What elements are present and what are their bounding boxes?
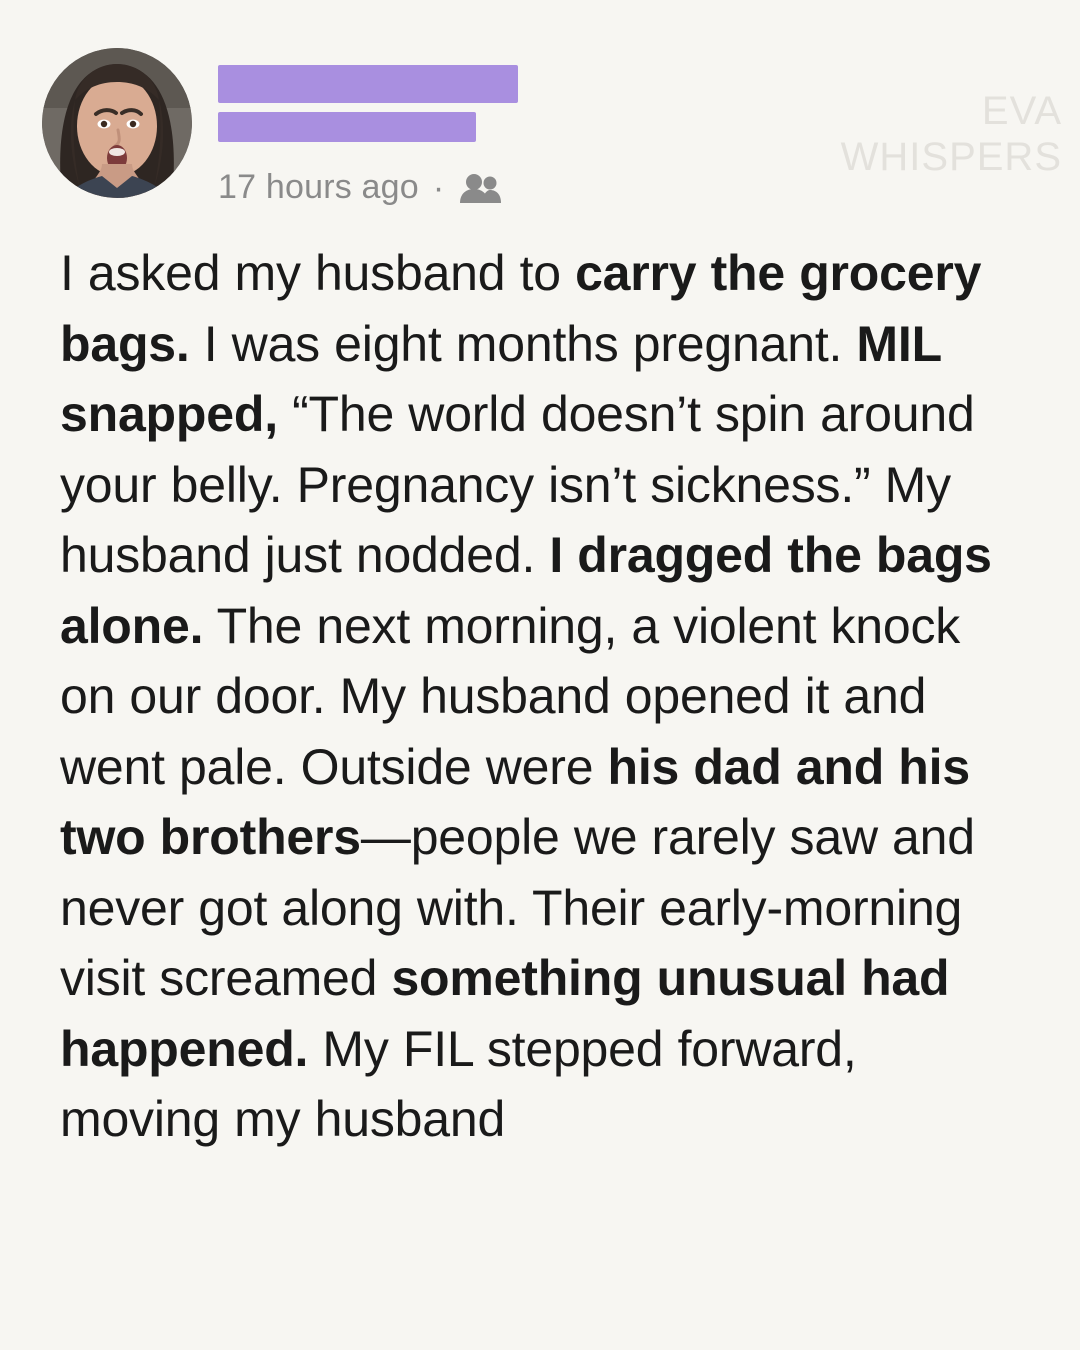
- post-body-run-bold: his dad and his two brothers: [60, 738, 970, 865]
- post-timestamp: 17 hours ago: [218, 168, 419, 206]
- post-body-run-bold: MIL snapped,: [60, 315, 942, 442]
- post-body-run-bold: something unusual had happened.: [60, 950, 950, 1077]
- post-body: [60, 238, 1020, 1155]
- post-body-run: My FIL stepped forward, moving my husband: [60, 1020, 857, 1147]
- author-name-redaction-bar-2: [218, 112, 476, 142]
- watermark-line-1: EVA: [981, 89, 1062, 133]
- post-body-run: —people we rarely saw and never got along with. Their early-morning visit screamed: [60, 809, 975, 1006]
- post-body-run: I was eight months pregnant.: [189, 315, 857, 372]
- avatar[interactable]: [42, 48, 192, 198]
- post-body-run-bold: carry the grocery bags.: [60, 245, 982, 372]
- watermark-line-2: WHISPERS: [840, 135, 1062, 179]
- friends-icon[interactable]: [458, 171, 502, 205]
- post-body-run-bold: I dragged the bags alone.: [60, 527, 992, 654]
- post-body-run: I asked my husband to: [60, 245, 576, 301]
- author-name-redaction-bar-1: [218, 65, 518, 103]
- post-body-run: The next morning, a violent knock on our door. My husband opened it and went pale. Outside were: [60, 597, 961, 795]
- post-meta: [218, 168, 502, 207]
- post-header: [0, 0, 1080, 230]
- avatar-image: [42, 48, 192, 198]
- meta-separator: ·: [432, 168, 445, 207]
- post-body-run: “The world doesn’t spin around your belly. Pregnancy isn’t sickness.” My husband just nodded.: [60, 386, 975, 583]
- brand-watermark: [841, 88, 1062, 180]
